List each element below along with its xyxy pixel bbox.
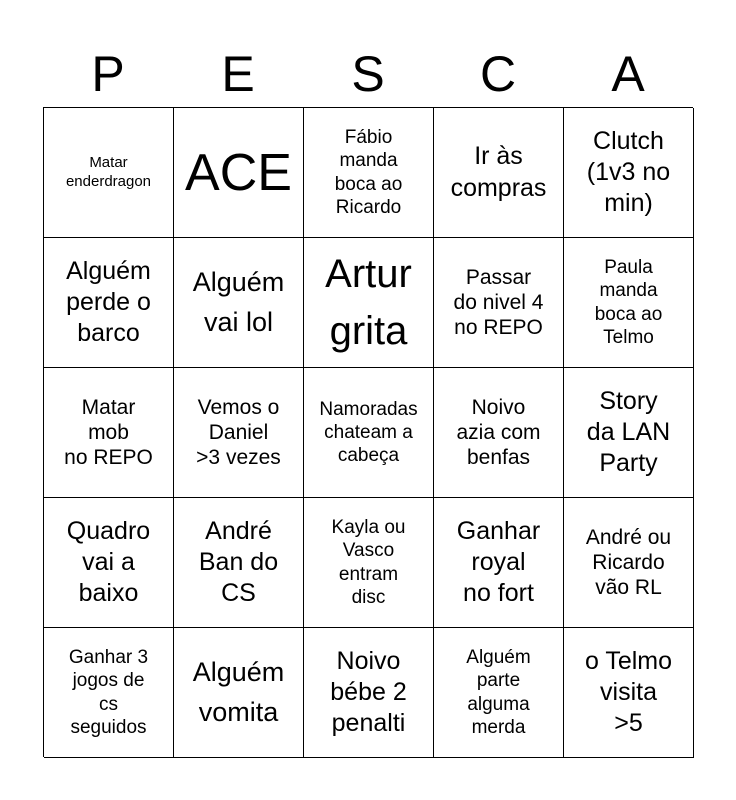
header-letter-e: E [221,46,255,102]
bingo-cell[interactable]: Noivo bébe 2 penalti [304,628,434,758]
header-letter-s: S [351,46,385,102]
header-letter-a: A [611,46,645,102]
bingo-cell[interactable]: André Ban do CS [174,498,304,628]
bingo-cell[interactable]: André ou Ricardo vão RL [564,498,694,628]
bingo-cell[interactable]: Story da LAN Party [564,368,694,498]
bingo-cell[interactable]: Paula manda boca ao Telmo [564,238,694,368]
bingo-cell[interactable]: Passar do nivel 4 no REPO [434,238,564,368]
bingo-cell[interactable]: Artur grita [304,238,434,368]
header-letter-p: P [91,46,125,102]
bingo-cell[interactable]: Clutch (1v3 no min) [564,108,694,238]
bingo-cell[interactable]: Namoradas chateam a cabeça [304,368,434,498]
bingo-cell[interactable]: ACE [174,108,304,238]
bingo-cell[interactable]: Noivo azia com benfas [434,368,564,498]
bingo-cell[interactable]: Matar mob no REPO [44,368,174,498]
bingo-cell[interactable]: Alguém perde o barco [44,238,174,368]
bingo-cell[interactable]: Matar enderdragon [44,108,174,238]
bingo-header [43,40,693,108]
bingo-cell[interactable]: Ganhar 3 jogos de cs seguidos [44,628,174,758]
bingo-cell[interactable]: Ganhar royal no fort [434,498,564,628]
bingo-cell[interactable]: o Telmo visita >5 [564,628,694,758]
bingo-cell[interactable]: Fábio manda boca ao Ricardo [304,108,434,238]
bingo-cell[interactable]: Alguém vomita [174,628,304,758]
bingo-cell[interactable]: Ir às compras [434,108,564,238]
bingo-cell[interactable]: Quadro vai a baixo [44,498,174,628]
bingo-cell[interactable]: Alguém vai lol [174,238,304,368]
bingo-cell[interactable]: Kayla ou Vasco entram disc [304,498,434,628]
header-letter-c: C [479,46,517,102]
bingo-cell[interactable]: Vemos o Daniel >3 vezes [174,368,304,498]
bingo-grid [43,107,693,757]
bingo-cell[interactable]: Alguém parte alguma merda [434,628,564,758]
